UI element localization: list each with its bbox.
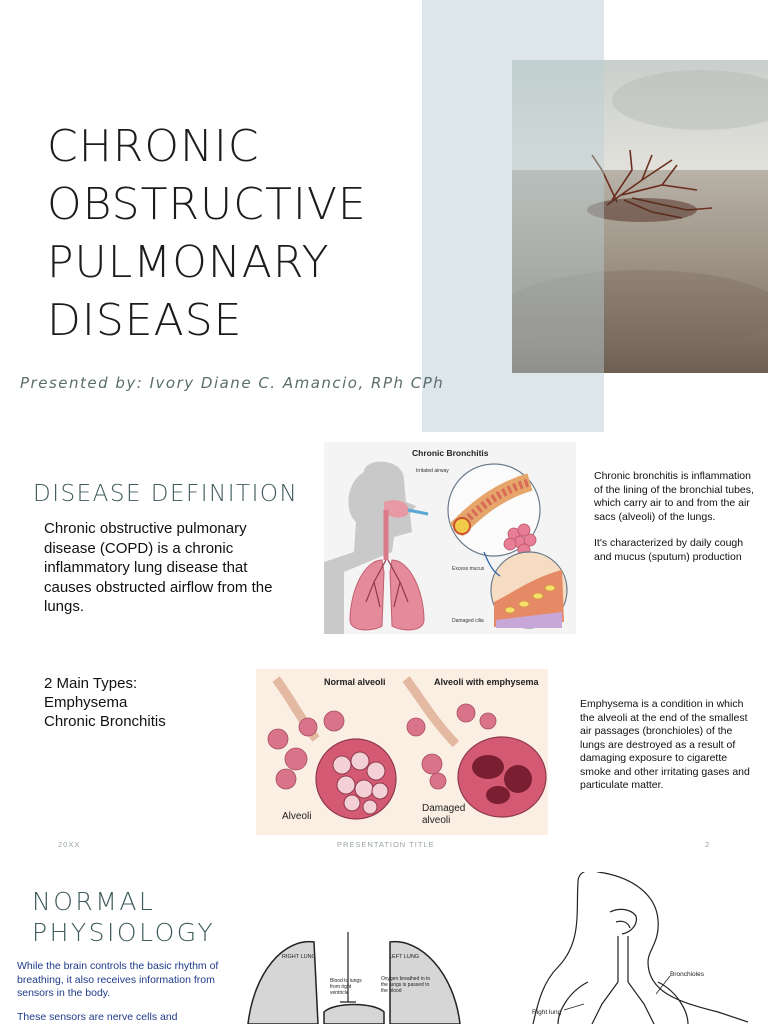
figure-title: Alveoli with emphysema <box>434 677 539 687</box>
figure-label: the lungs is passed to <box>381 982 430 988</box>
footer-title: PRESENTATION TITLE <box>337 840 435 849</box>
figure-label: Excess mucus <box>452 566 485 572</box>
footer-date: 20XX <box>58 840 81 849</box>
physiology-slide <box>0 866 768 1024</box>
figure-label: Oxygen breathed in to <box>381 976 431 982</box>
title-line: CHRONIC <box>47 121 260 172</box>
figure-label: from right <box>330 984 352 990</box>
figure-label: Damaged <box>422 803 466 814</box>
figure-title: Normal alveoli <box>324 677 386 687</box>
figure-label: the blood <box>381 988 402 994</box>
physiology-paragraph: While the brain controls the basic rhythm of breathing, it also receives information from sensors in the body. <box>17 960 219 999</box>
figure-label: LEFT LUNG <box>389 954 420 960</box>
section-heading: DISEASE DEFINITION <box>33 481 299 507</box>
section-heading <box>32 886 215 948</box>
emphysema-description: Emphysema is a condition in which the alveoli at the end of the smallest air passages (bronchioles) of the lungs are destroyed as a result of damaging exposure to cigarette smoke and other irritating gases and particulate matter. <box>580 698 750 791</box>
figure-label: Right lung <box>532 1009 562 1016</box>
presentation-title <box>47 118 417 350</box>
title-line: OBSTRUCTIVE <box>47 179 367 230</box>
footer-page-number: 2 <box>705 840 711 849</box>
figure-label: Damaged cilia <box>452 618 484 624</box>
figure-label: Irritated airway <box>416 468 449 474</box>
type-item: Emphysema <box>44 694 128 711</box>
definition-text: Chronic obstructive pulmonary disease (COPD) is a chronic inflammatory lung disease that causes obstructed airflow from the lungs. <box>44 520 273 615</box>
respiratory-anatomy-diagram <box>518 872 748 1024</box>
heading-line: PHYSIOLOGY <box>32 918 216 947</box>
bronchitis-description <box>594 470 756 577</box>
physiology-paragraph: These sensors are nerve cells and <box>17 1010 178 1023</box>
title-slide <box>0 0 768 432</box>
presenter-line: Presented by: Ivory Diane C. Amancio, RPh CPh <box>20 374 445 392</box>
title-line: DISEASE <box>47 295 243 346</box>
definition-slide <box>0 436 768 861</box>
figure-label: Bronchioles <box>670 971 704 978</box>
title-line: PULMONARY <box>47 237 330 288</box>
figure-label: RIGHT LUNG <box>282 954 316 960</box>
type-item: Chronic Bronchitis <box>44 713 166 730</box>
cover-photo <box>512 60 768 373</box>
bronchitis-paragraph: It's characterized by daily cough and mucus (sputum) production <box>594 537 744 563</box>
types-list <box>44 674 166 731</box>
figure-label: Blood to lungs <box>330 978 362 984</box>
figure-label: Alveoli <box>282 811 312 822</box>
chronic-bronchitis-illustration <box>324 442 576 634</box>
figure-title: Chronic Bronchitis <box>412 448 489 458</box>
emphysema-illustration <box>256 669 548 835</box>
heading-line: NORMAL <box>32 887 156 916</box>
figure-label: ventricle <box>330 990 349 996</box>
physiology-text <box>17 960 227 1024</box>
figure-label: alveoli <box>422 815 451 826</box>
types-heading: 2 Main Types: <box>44 675 138 692</box>
lungs-diagram <box>244 932 464 1024</box>
bronchitis-paragraph: Chronic bronchitis is inflammation of the lining of the bronchial tubes, which carry air to and from the air sacs (alveoli) of the lungs. <box>594 470 754 523</box>
